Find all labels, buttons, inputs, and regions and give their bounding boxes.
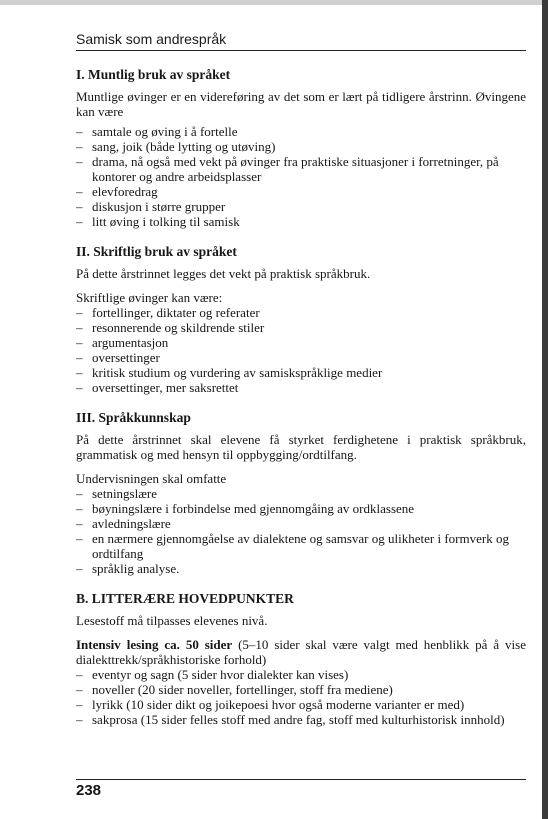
- list-item: – oversettinger: [76, 350, 526, 365]
- list-item: – drama, nå også med vekt på øvinger fra praktiske situasjoner i forretninger, på kontorer og andre arbeidsplasser: [76, 154, 526, 184]
- header-rule: [76, 50, 526, 51]
- list-item: – argumentasjon: [76, 335, 526, 350]
- list-item: – samtale og øving i å fortelle: [76, 124, 526, 139]
- section-b-intro: Lesestoff må tilpasses elevenes nivå.: [76, 613, 268, 628]
- list-item: – litt øving i tolking til samisk: [76, 214, 526, 229]
- list-item: – sang, joik (både lytting og utøving): [76, 139, 526, 154]
- section-1-intro: Muntlige øvinger er en videreføring av det som er lært på tidligere årstrinn. Øvingene kan være: [76, 89, 526, 119]
- list-item: – kritisk studium og vurdering av samiskspråklige medier: [76, 365, 526, 380]
- section-b-list: [76, 667, 526, 727]
- section-3-intro-2: Undervisningen skal omfatte: [76, 471, 227, 486]
- page-content: [76, 66, 526, 735]
- intensive-reading-text: (5–10 sider skal være valgt med henblikk på å vise dialekttrekk/språkhistoriske forhold): [76, 637, 526, 667]
- page-edge-top: [0, 0, 548, 5]
- section-heading-b: B. LITTERÆRE HOVEDPUNKTER: [76, 591, 294, 606]
- list-item: – lyrikk (10 sider dikt og joikepoesi hvor også moderne varianter er med): [76, 697, 526, 712]
- list-item: – fortellinger, diktater og referater: [76, 305, 526, 320]
- list-item: – språklig analyse.: [76, 561, 526, 576]
- list-item: – eventyr og sagn (5 sider hvor dialekter kan vises): [76, 667, 526, 682]
- intensive-reading-paragraph: [76, 637, 526, 667]
- section-3-list: [76, 486, 526, 576]
- list-item: – noveller (20 sider noveller, fortellinger, stoff fra mediene): [76, 682, 526, 697]
- list-item: – avledningslære: [76, 516, 526, 531]
- intensive-reading-label: Intensiv lesing ca. 50 sider: [76, 637, 233, 652]
- section-2-intro-2: Skriftlige øvinger kan være:: [76, 290, 223, 305]
- section-heading-2: II. Skriftlig bruk av språket: [76, 244, 237, 259]
- list-item: – diskusjon i større grupper: [76, 199, 526, 214]
- list-item: – sakprosa (15 sider felles stoff med andre fag, stoff med kulturhistorisk innhold): [76, 712, 526, 727]
- section-2-intro: På dette årstrinnet legges det vekt på praktisk språkbruk.: [76, 266, 371, 281]
- list-item: – oversettinger, mer saksrettet: [76, 380, 526, 395]
- page-edge-right: [542, 0, 548, 819]
- list-item: – bøyningslære i forbindelse med gjennomgåing av ordklassene: [76, 501, 526, 516]
- footer-rule: [76, 779, 526, 780]
- list-item: – en nærmere gjennomgåelse av dialektene og samsvar og ulikheter i formverk og ordtilfang: [76, 531, 526, 561]
- section-2-list: [76, 305, 526, 395]
- running-head: Samisk som andrespråk: [76, 31, 227, 47]
- page-number: 238: [76, 782, 102, 799]
- section-3-intro: På dette årstrinnet skal elevene få styrket ferdighetene i praktisk språkbruk, grammatisk og med hensyn til oppbygging/ordtilfang.: [76, 432, 526, 462]
- section-heading-3: III. Språkkunnskap: [76, 410, 191, 425]
- list-item: – elevforedrag: [76, 184, 526, 199]
- list-item: – resonnerende og skildrende stiler: [76, 320, 526, 335]
- section-heading-1: I. Muntlig bruk av språket: [76, 67, 231, 82]
- list-item: – setningslære: [76, 486, 526, 501]
- section-1-list: [76, 124, 526, 229]
